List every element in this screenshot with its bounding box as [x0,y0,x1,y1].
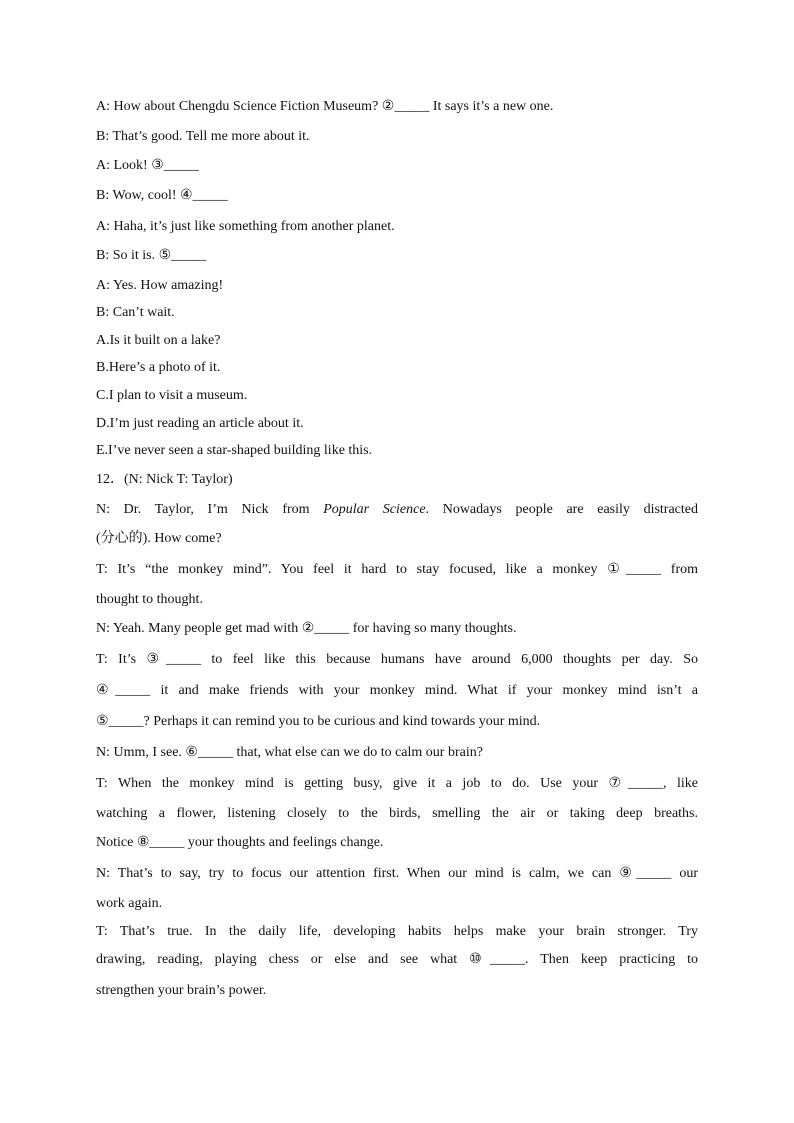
dialog1-line-3: A: Look! ③_____ [96,158,199,173]
q12-taylor-line-3-cont-2: Notice ⑧_____ your thoughts and feelings change. [96,835,384,850]
q12-nick-line-1-end: . Nowadays people are easily distracted [425,502,698,517]
q12-taylor-line-1-cont: thought to thought. [96,592,203,607]
dialog1-line-2: B: That’s good. Tell me more about it. [96,129,310,144]
q12-nick-line-2: N: Yeah. Many people get mad with ②_____ for having so many thoughts. [96,621,517,636]
dialog1-line-8: B: Can’t wait. [96,305,175,320]
q12-taylor-line-3-cont-1: watching a flower, listening closely to the birds, smelling the air or taking deep breaths. [96,806,698,821]
option-a: A.Is it built on a lake? [96,333,221,348]
option-c: C.I plan to visit a museum. [96,388,248,403]
q12-taylor-line-1: T: It’s “the monkey mind”. You feel it hard to stay focused, like a monkey ①_____ from [96,562,698,577]
q12-nick-line-4-cont: work again. [96,896,163,911]
dialog1-line-7: A: Yes. How amazing! [96,278,224,293]
q12-nick-line-4: N: That’s to say, try to focus our attention first. When our mind is calm, we can ⑨_____ our [96,866,698,881]
q12-taylor-line-2: T: It’s ③_____ to feel like this because humans have around 6,000 thoughts per day. So [96,652,698,667]
option-b: B.Here’s a photo of it. [96,360,221,375]
dialog1-line-6: B: So it is. ⑤_____ [96,248,207,263]
q12-taylor-line-3: T: When the monkey mind is getting busy, give it a job to do. Use your ⑦_____, like [96,776,698,791]
dialog1-line-1: A: How about Chengdu Science Fiction Museum? ②_____ It says it’s a new one. [96,99,554,114]
question-12-heading: 12．(N: Nick T: Taylor) [96,472,233,487]
q12-nick-line-1-start: N: Dr. Taylor, I’m Nick from [96,502,324,517]
q12-nick-line-1-cont: (分心的). How come? [96,531,222,546]
q12-taylor-line-4-cont-2: strengthen your brain’s power. [96,983,267,998]
q12-nick-line-3: N: Umm, I see. ⑥_____ that, what else can we do to calm our brain? [96,745,483,760]
q12-taylor-line-4-cont-1: drawing, reading, playing chess or else and see what ⑩_____. Then keep practicing to [96,952,698,967]
q12-taylor-line-2-cont-2: ⑤_____? Perhaps it can remind you to be curious and kind towards your mind. [96,714,541,729]
dialog1-line-4: B: Wow, cool! ④_____ [96,188,228,203]
option-e: E.I’ve never seen a star-shaped building like this. [96,443,373,458]
q12-taylor-line-2-cont-1: ④_____ it and make friends with your monkey mind. What if your monkey mind isn’t a [96,683,698,698]
q12-nick-line-1 [96,501,698,519]
option-d: D.I’m just reading an article about it. [96,416,304,431]
q12-taylor-line-4: T: That’s true. In the daily life, developing habits helps make your brain stronger. Try [96,924,698,939]
magazine-title: Popular Science [323,502,426,517]
dialog1-line-5: A: Haha, it’s just like something from another planet. [96,219,395,234]
